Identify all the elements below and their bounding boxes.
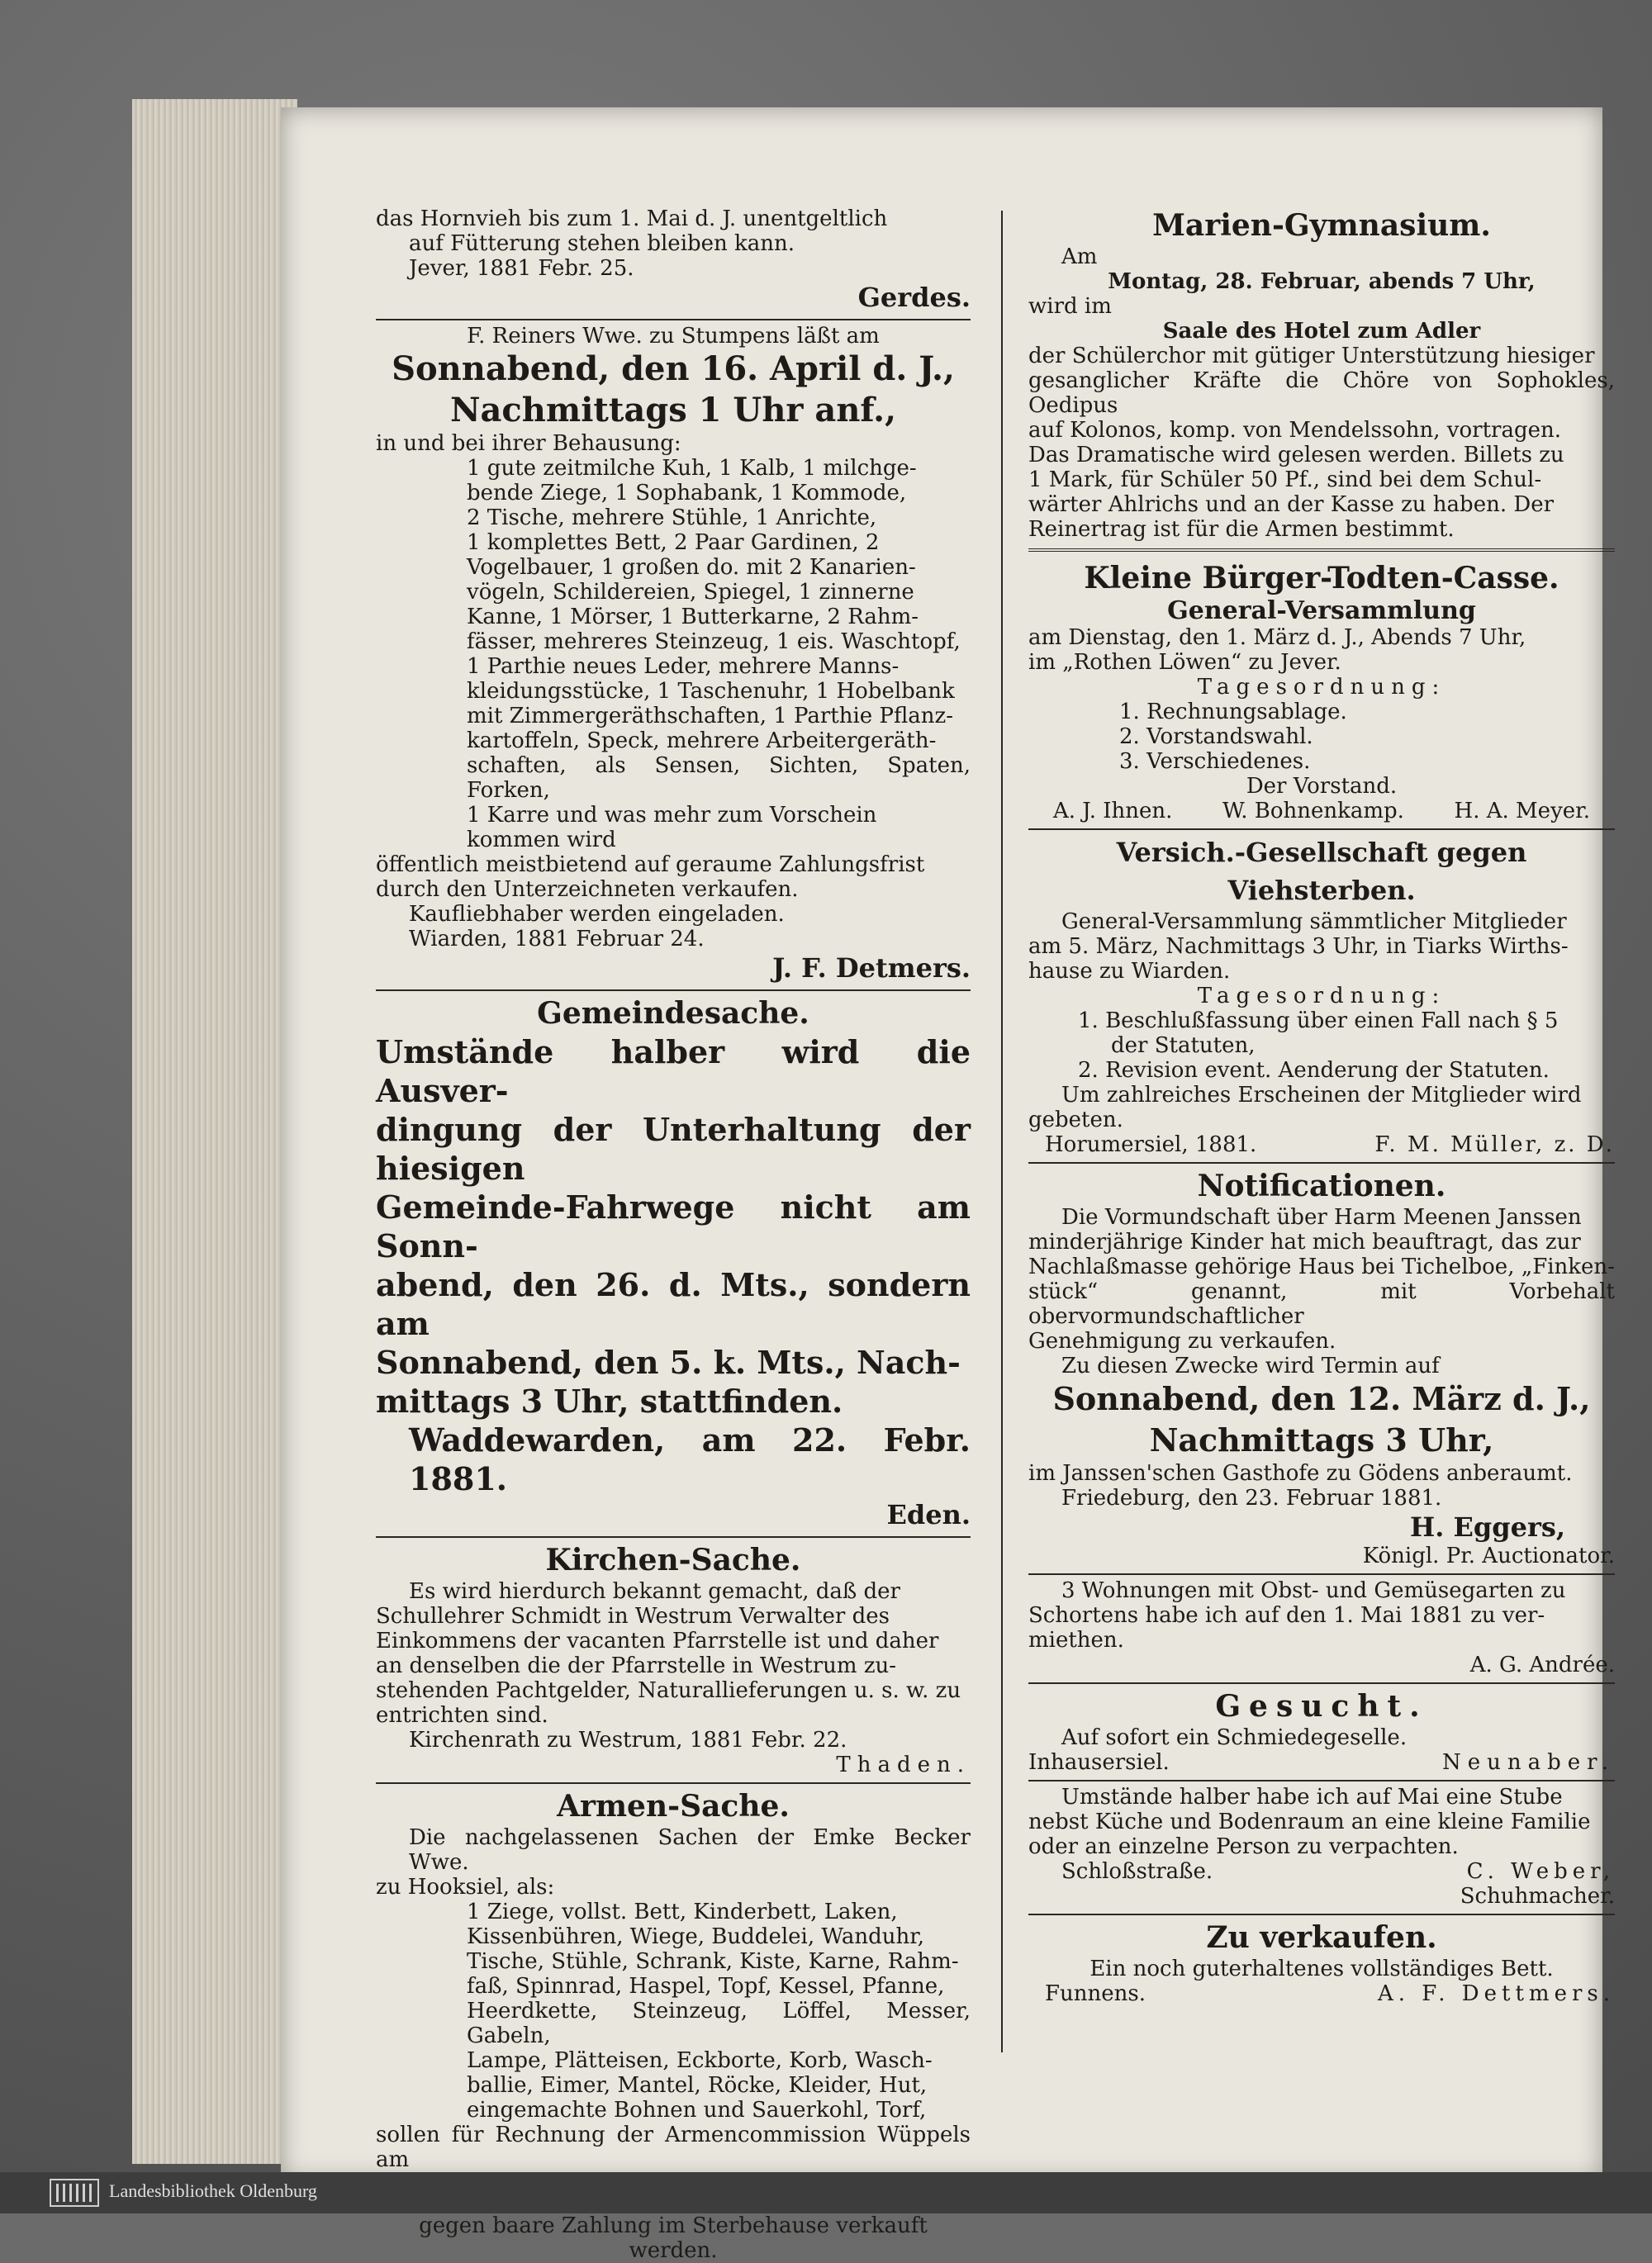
text-line: 1 Mark, für Schüler 50 Pf., sind bei dem Schul- bbox=[1028, 467, 1542, 492]
item-line: Lampe, Plätteisen, Eckborte, Korb, Wasch- bbox=[467, 2048, 933, 2073]
text-line: an denselben die der Pfarrstelle in Westrum zu- bbox=[376, 1653, 897, 1678]
section-heading: Marien-Gymnasium. bbox=[1152, 208, 1491, 243]
item-line: 1 komplettes Bett, 2 Paar Gardinen, 2 bbox=[467, 530, 880, 555]
text-line: Schortens habe ich auf den 1. Mai 1881 zu ver- bbox=[1028, 1603, 1545, 1628]
divider bbox=[1028, 1780, 1615, 1781]
signature: Thaden. bbox=[836, 1753, 971, 1777]
big-text-line: Gemeinde-Fahrwege nicht am Sonn- bbox=[376, 1188, 971, 1264]
text-line: nebst Küche und Bodenraum an eine kleine Familie bbox=[1028, 1810, 1591, 1834]
signature: H. Eggers, bbox=[1409, 1511, 1565, 1543]
text-line: im „Rothen Löwen“ zu Jever. bbox=[1028, 650, 1341, 675]
text-line: Auf sofort ein Schmiedegeselle. bbox=[1061, 1725, 1408, 1750]
text-line: Wiarden, 1881 Februar 24. bbox=[409, 927, 705, 951]
item-line: 1 Parthie neues Leder, mehrere Manns- bbox=[467, 654, 900, 679]
agenda-title: Tagesordnung: bbox=[1197, 984, 1446, 1008]
big-text-line: Sonnabend, den 5. k. Mts., Nach- bbox=[376, 1344, 961, 1381]
headline: Nachmittags 3 Uhr, bbox=[1149, 1421, 1494, 1459]
big-text-line: Umstände halber wird die Ausver- bbox=[376, 1033, 971, 1109]
section-heading: Zu verkaufen. bbox=[1206, 1920, 1437, 1955]
text-line: wird im bbox=[1028, 294, 1112, 319]
item-line: 2 Tische, mehrere Stühle, 1 Anrichte, bbox=[467, 505, 877, 530]
signature-title: Schuhmacher. bbox=[1460, 1884, 1615, 1909]
agenda-title: Tagesordnung: bbox=[1197, 675, 1446, 700]
item-line: kartoffeln, Speck, mehrere Arbeitergeräth- bbox=[467, 728, 937, 753]
notice-todten-casse bbox=[1028, 559, 1615, 823]
board-member: H. A. Meyer. bbox=[1454, 799, 1590, 823]
signature: A. F. Dettmers. bbox=[1377, 1981, 1615, 2006]
item-line: Tische, Stühle, Schrank, Kiste, Karne, Rahm- bbox=[467, 1949, 959, 1974]
item-line: eingemachte Bohnen und Sauerkohl, Torf, bbox=[467, 2098, 927, 2123]
notice-auction-reiners bbox=[376, 324, 971, 984]
text-line: der Schülerchor mit gütiger Unterstützung hiesiger bbox=[1028, 344, 1595, 368]
item-line: kommen wird bbox=[467, 828, 616, 852]
notice-kirchensache bbox=[376, 1541, 971, 1777]
agenda-item: 1. Rechnungsablage. bbox=[1119, 700, 1347, 724]
text-line: sollen für Rechnung der Armencommission Wüppels am bbox=[376, 2123, 971, 2172]
notice-marien-gymnasium bbox=[1028, 206, 1615, 542]
notice-gerdes bbox=[376, 206, 971, 314]
divider bbox=[1028, 1573, 1615, 1575]
section-heading: Kleine Bürger-Todten-Casse. bbox=[1084, 561, 1559, 595]
place: Funnens. bbox=[1045, 1981, 1146, 2006]
text-line: Jever, 1881 Febr. 25. bbox=[409, 256, 634, 281]
signature-title: Königl. Pr. Auctionator. bbox=[1362, 1544, 1615, 1568]
item-line: Kissenbühren, Wiege, Buddelei, Wanduhr, bbox=[467, 1924, 925, 1949]
big-text-line: dingung der Unterhaltung der hiesigen bbox=[376, 1111, 971, 1187]
headline: Nachmittags 1 Uhr anf., bbox=[449, 391, 897, 429]
text-line: minderjährige Kinder hat mich beauftragt, das zur bbox=[1028, 1230, 1581, 1255]
text-line: entrichten sind. bbox=[376, 1703, 548, 1728]
notice-stube bbox=[1028, 1785, 1615, 1909]
item-line: schaften, als Sensen, Sichten, Spaten, Forken, bbox=[467, 753, 971, 803]
divider bbox=[1028, 548, 1615, 554]
left-column bbox=[376, 206, 971, 2263]
text-line: gesanglicher Kräfte die Chöre von Sophokles, Oedipus bbox=[1028, 368, 1615, 418]
divider bbox=[1028, 1682, 1615, 1684]
text-line: Der Vorstand. bbox=[1246, 774, 1398, 799]
section-heading: Kirchen-Sache. bbox=[545, 1543, 801, 1577]
divider bbox=[376, 1536, 971, 1538]
text-line: 3 Wohnungen mit Obst- und Gemüsegarten zu bbox=[1061, 1578, 1566, 1603]
board-member: A. J. Ihnen. bbox=[1053, 799, 1173, 823]
signature: Gerdes. bbox=[857, 282, 971, 313]
item-line: fässer, mehreres Steinzeug, 1 eis. Waschtopf, bbox=[467, 629, 961, 654]
item-line: Heerdkette, Steinzeug, Löffel, Messer, Gabeln, bbox=[467, 1999, 971, 2048]
text-line: am 5. März, Nachmittags 3 Uhr, in Tiarks Wirths- bbox=[1028, 934, 1569, 959]
item-line: Kanne, 1 Mörser, 1 Butterkarne, 2 Rahm- bbox=[467, 605, 919, 629]
signature: C. Weber, bbox=[1466, 1859, 1615, 1884]
item-line: 1 Ziege, vollst. Bett, Kinderbett, Laken, bbox=[467, 1900, 898, 1924]
item-line: 1 gute zeitmilche Kuh, 1 Kalb, 1 milchge- bbox=[467, 456, 917, 481]
agenda-item: der Statuten, bbox=[1111, 1033, 1256, 1058]
item-line: Vogelbauer, 1 großen do. mit 2 Kanarien- bbox=[467, 555, 916, 580]
text-line: auf Kolonos, komp. von Mendelssohn, vortragen. bbox=[1028, 418, 1561, 443]
notice-gesucht bbox=[1028, 1687, 1615, 1775]
item-line: 1 Karre und was mehr zum Vorschein bbox=[467, 803, 877, 828]
text-line: Saale des Hotel zum Adler bbox=[1162, 319, 1481, 344]
page-edges bbox=[132, 99, 297, 2164]
item-line: mit Zimmergeräthschaften, 1 Parthie Pflanz- bbox=[467, 704, 954, 728]
notice-viehsterben bbox=[1028, 833, 1615, 1157]
signature: F. M. Müller, z. D. bbox=[1374, 1132, 1615, 1157]
text-line: Es wird hierdurch bekannt gemacht, daß der bbox=[409, 1579, 900, 1604]
text-line: öffentlich meistbietend auf geraume Zahlungsfrist bbox=[376, 852, 925, 877]
subheading: General-Versammlung bbox=[1167, 596, 1476, 625]
library-building-icon bbox=[50, 2179, 99, 2207]
section-heading: Armen-Sache. bbox=[557, 1789, 790, 1824]
text-line: Zu diesen Zwecke wird Termin auf bbox=[1061, 1354, 1440, 1378]
text-line: F. Reiners Wwe. zu Stumpens läßt am bbox=[467, 324, 880, 349]
text-line: gegen baare Zahlung im Sterbehause verkauft werden. bbox=[419, 2213, 928, 2263]
signature: Eden. bbox=[886, 1499, 971, 1530]
text-line: durch den Unterzeichneten verkaufen. bbox=[376, 877, 799, 902]
text-line: am Dienstag, den 1. März d. J., Abends 7 Uhr, bbox=[1028, 625, 1526, 650]
item-line: bende Ziege, 1 Sophabank, 1 Kommode, bbox=[467, 481, 907, 505]
text-line: Reinertrag ist für die Armen bestimmt. bbox=[1028, 517, 1455, 542]
section-heading: Gemeindesache. bbox=[537, 996, 809, 1031]
notice-zu-verkaufen bbox=[1028, 1919, 1615, 2006]
big-text-line: abend, den 26. d. Mts., sondern am bbox=[376, 1266, 971, 1342]
notice-notificationen bbox=[1028, 1167, 1615, 1568]
text-line: Genehmigung zu verkaufen. bbox=[1028, 1329, 1336, 1354]
text-line: Umstände halber habe ich auf Mai eine Stube bbox=[1061, 1785, 1563, 1810]
text-line: Die nachgelassenen Sachen der Emke Becker Wwe. bbox=[409, 1825, 971, 1875]
text-line: Kirchenrath zu Westrum, 1881 Febr. 22. bbox=[409, 1728, 847, 1753]
headline: Sonnabend, den 12. März d. J., bbox=[1052, 1380, 1591, 1417]
text-line: Am bbox=[1061, 244, 1098, 269]
board-member: W. Bohnenkamp. bbox=[1222, 799, 1404, 823]
text-line: gebeten. bbox=[1028, 1108, 1123, 1132]
text-line: im Janssen'schen Gasthofe zu Gödens anberaumt. bbox=[1028, 1461, 1573, 1486]
divider bbox=[376, 319, 971, 320]
place-date: Horumersiel, 1881. bbox=[1045, 1132, 1257, 1157]
text-line: oder an einzelne Person zu verpachten. bbox=[1028, 1834, 1459, 1859]
item-line: ballie, Eimer, Mantel, Röcke, Kleider, Hut, bbox=[467, 2073, 928, 2098]
section-heading: Versich.-Gesellschaft gegen Viehsterben. bbox=[1116, 837, 1527, 906]
text-line: auf Fütterung stehen bleiben kann. bbox=[409, 231, 795, 256]
agenda-item: 2. Revision event. Aenderung der Statuten. bbox=[1078, 1058, 1550, 1083]
signature: Neunaber. bbox=[1442, 1750, 1615, 1775]
text-line: Das Dramatische wird gelesen werden. Billets zu bbox=[1028, 443, 1564, 467]
text-line: Montag, 28. Februar, abends 7 Uhr, bbox=[1108, 269, 1536, 294]
text-line: stück“ genannt, mit Vorbehalt obervormundschaftlicher bbox=[1028, 1279, 1615, 1329]
agenda-item: 3. Verschiedenes. bbox=[1119, 749, 1311, 774]
text-line: Kaufliebhaber werden eingeladen. bbox=[409, 902, 785, 927]
signature: J. F. Detmers. bbox=[772, 952, 971, 984]
library-name: Landesbibliothek Oldenburg bbox=[109, 2180, 317, 2201]
text-line: Nachlaßmasse gehörige Haus bei Tichelboe, „Finken- bbox=[1028, 1255, 1615, 1279]
text-line: das Hornvieh bis zum 1. Mai d. J. unentgeltlich bbox=[376, 206, 888, 231]
text-line: Schullehrer Schmidt in Westrum Verwalter des bbox=[376, 1604, 890, 1629]
text-line: hause zu Wiarden. bbox=[1028, 959, 1231, 984]
place: Inhausersiel. bbox=[1028, 1750, 1170, 1775]
text-line: stehenden Pachtgelder, Naturallieferungen u. s. w. zu bbox=[376, 1678, 961, 1703]
right-column bbox=[1028, 206, 1615, 2006]
text-line: wärter Ahlrichs und an der Kasse zu haben. Der bbox=[1028, 492, 1555, 517]
item-line: vögeln, Schildereien, Spiegel, 1 zinnerne bbox=[467, 580, 914, 605]
column-divider bbox=[1001, 211, 1003, 2052]
divider bbox=[376, 1782, 971, 1784]
item-line: faß, Spinnrad, Haspel, Topf, Kessel, Pfanne, bbox=[467, 1974, 945, 1999]
notice-gemeindesache bbox=[376, 994, 971, 1531]
divider bbox=[376, 989, 971, 991]
agenda-item: 1. Beschlußfassung über einen Fall nach § 5 bbox=[1078, 1008, 1559, 1033]
big-text-line: mittags 3 Uhr, stattfinden. bbox=[376, 1383, 843, 1420]
place: Schloßstraße. bbox=[1061, 1859, 1213, 1884]
big-text-line: Waddewarden, am 22. Febr. 1881. bbox=[409, 1421, 971, 1497]
divider bbox=[1028, 1162, 1615, 1164]
divider bbox=[1028, 1914, 1615, 1915]
text-line: zu Hooksiel, als: bbox=[376, 1875, 555, 1900]
text-line: in und bei ihrer Behausung: bbox=[376, 431, 681, 456]
text-line: miethen. bbox=[1028, 1628, 1124, 1653]
signature: A. G. Andrée. bbox=[1469, 1653, 1615, 1677]
section-heading: Notificationen. bbox=[1197, 1169, 1446, 1203]
agenda-item: 2. Vorstandswahl. bbox=[1119, 724, 1313, 749]
text-line: Um zahlreiches Erscheinen der Mitglieder wird bbox=[1061, 1083, 1582, 1108]
text-line: Friedeburg, den 23. Februar 1881. bbox=[1061, 1486, 1442, 1511]
text-line: Ein noch guterhaltenes vollständiges Bett. bbox=[1089, 1957, 1554, 1981]
section-heading: Gesucht. bbox=[1215, 1689, 1428, 1724]
item-line: kleidungsstücke, 1 Taschenuhr, 1 Hobelbank bbox=[467, 679, 955, 704]
notice-wohnungen bbox=[1028, 1578, 1615, 1677]
text-line: General-Versammlung sämmtlicher Mitglieder bbox=[1061, 909, 1567, 934]
headline: Sonnabend, den 16. April d. J., bbox=[392, 349, 955, 388]
text-line: Einkommens der vacanten Pfarrstelle ist und daher bbox=[376, 1629, 939, 1653]
divider bbox=[1028, 828, 1615, 830]
text-line: Die Vormundschaft über Harm Meenen Janssen bbox=[1061, 1205, 1582, 1230]
